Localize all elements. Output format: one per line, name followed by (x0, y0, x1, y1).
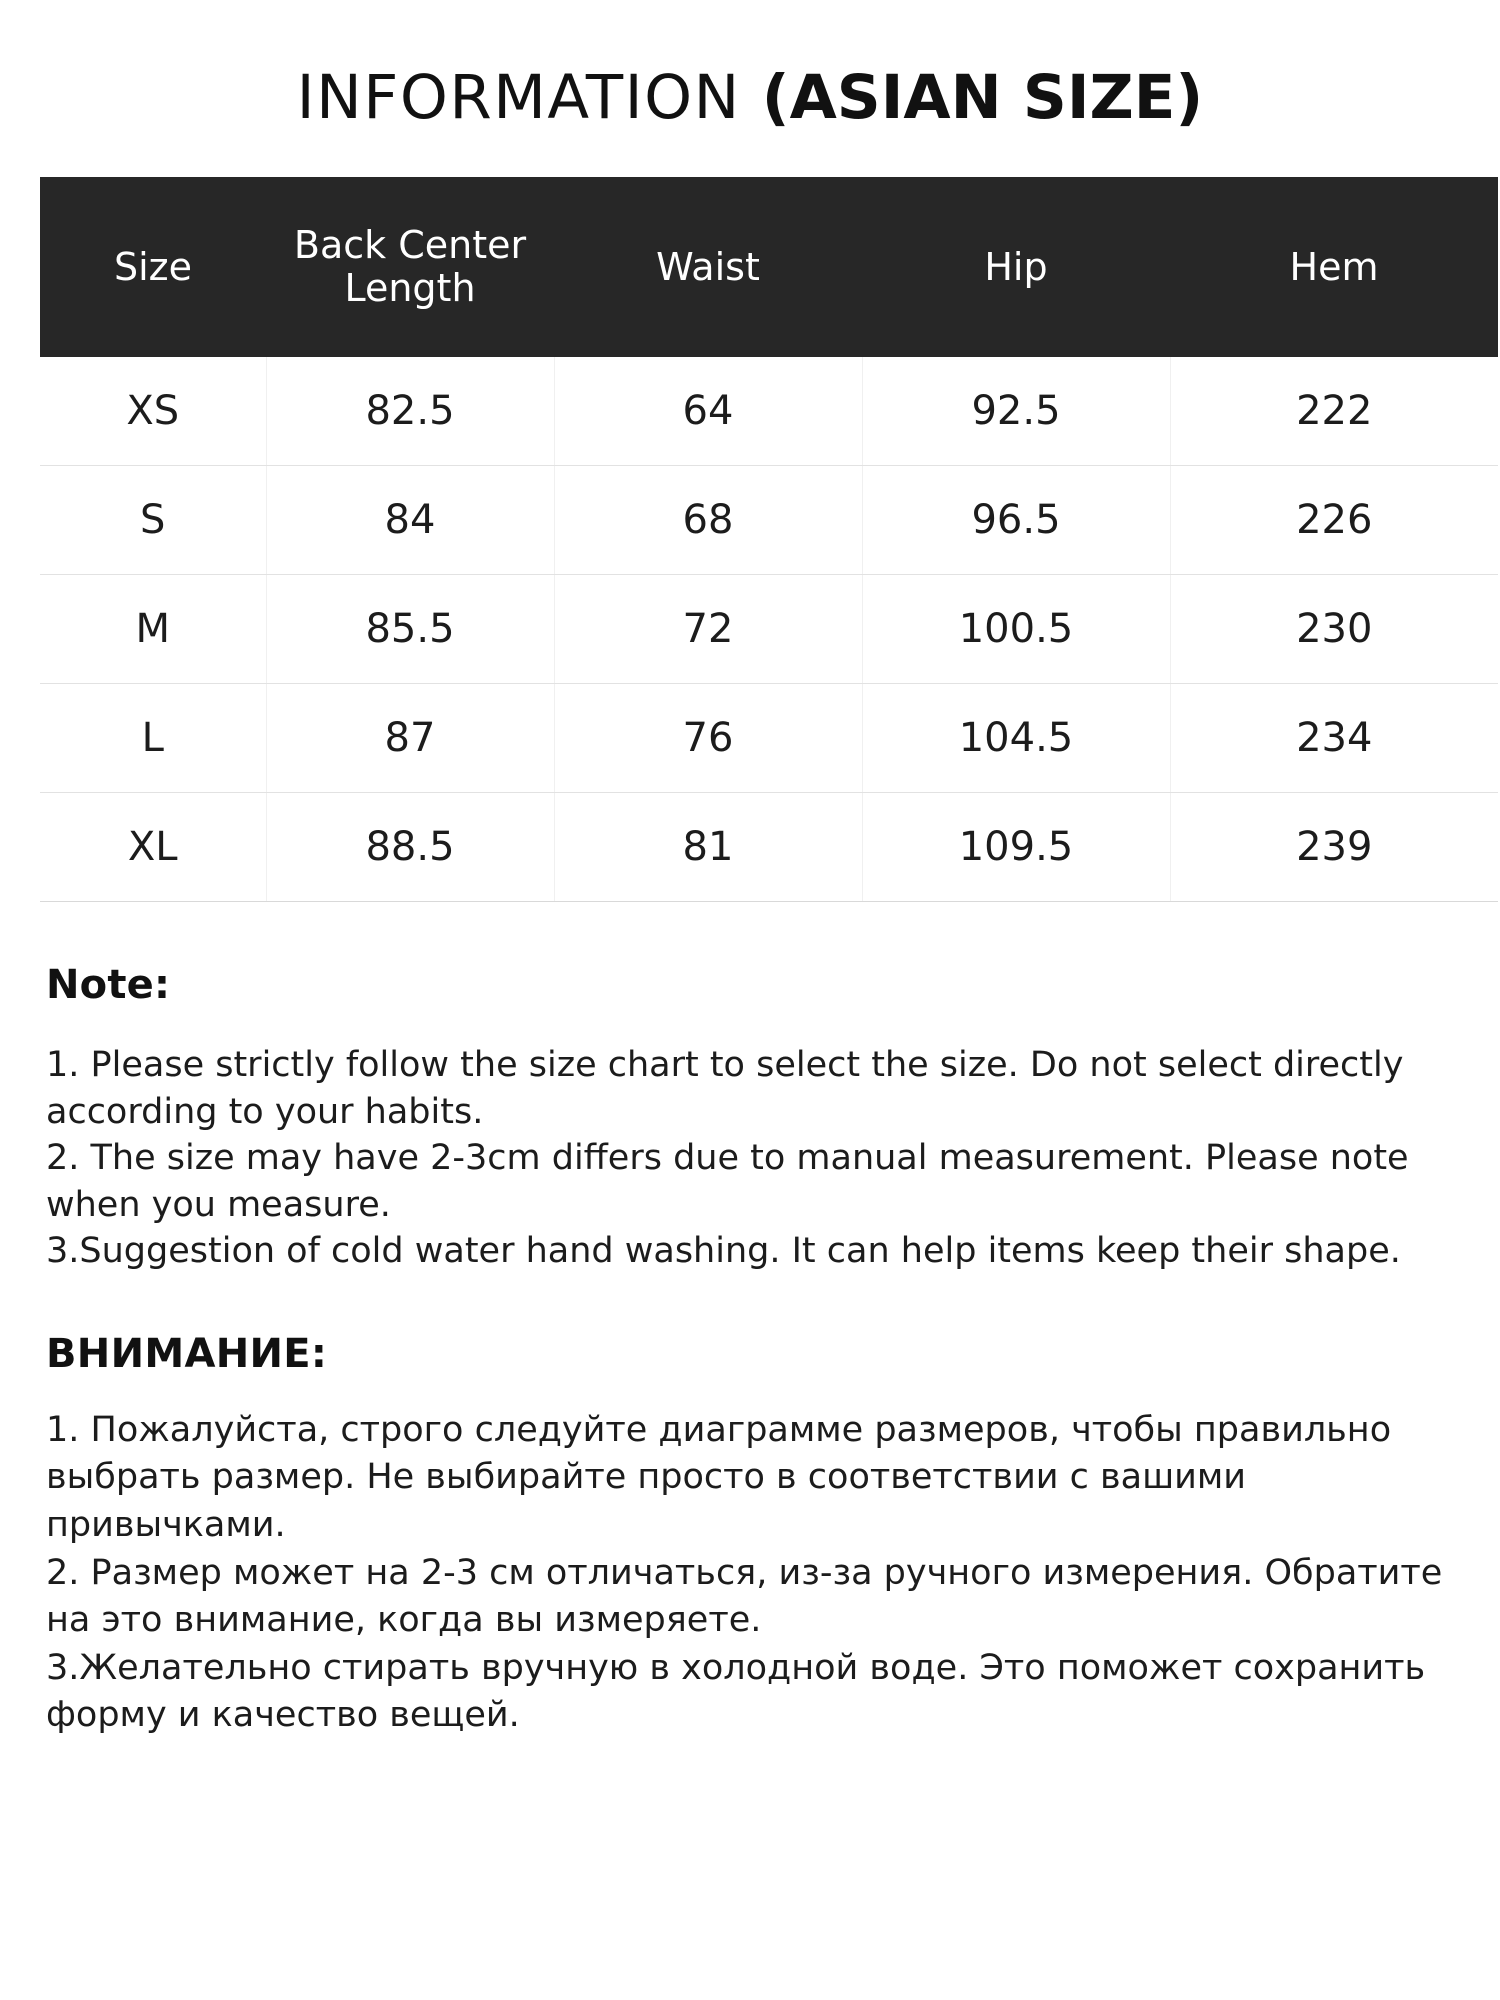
notes-section (40, 962, 1460, 1740)
note-en-1: 1. Please strictly follow the size chart to select the size. Do not select directly according to your habits. (46, 1045, 1404, 1132)
notes-body-en (46, 1042, 1454, 1275)
size-table-header (40, 177, 1498, 357)
page-title-main: INFORMATION (296, 62, 762, 133)
cell-hem: 226 (1170, 466, 1498, 575)
cell-waist: 64 (554, 357, 862, 466)
cell-hip: 109.5 (862, 793, 1170, 902)
cell-waist: 72 (554, 575, 862, 684)
cell-hip: 104.5 (862, 684, 1170, 793)
table-row (40, 793, 1498, 902)
column-header-back-center-length (266, 177, 554, 357)
note-ru-2: 2. Размер может на 2-3 см отличаться, из-за ручного измерения. Обратите на это внимание, когда вы измеряете. (46, 1552, 1443, 1641)
column-header-back-center-length-line1: Back Center (293, 223, 527, 268)
cell-back-center-length: 84 (266, 466, 554, 575)
cell-size: S (40, 466, 266, 575)
cell-hem: 239 (1170, 793, 1498, 902)
column-header-waist: Waist (554, 177, 862, 357)
cell-size: XL (40, 793, 266, 902)
cell-back-center-length: 88.5 (266, 793, 554, 902)
cell-size: L (40, 684, 266, 793)
notes-heading-ru: ВНИМАНИЕ: (46, 1330, 328, 1377)
cell-waist: 81 (554, 793, 862, 902)
column-header-hem: Hem (1170, 177, 1498, 357)
size-table-body (40, 357, 1498, 902)
cell-back-center-length: 87 (266, 684, 554, 793)
page-title (40, 0, 1460, 159)
column-header-size: Size (40, 177, 266, 357)
cell-size: M (40, 575, 266, 684)
size-table-container (40, 177, 1460, 902)
cell-hem: 234 (1170, 684, 1498, 793)
cell-hip: 100.5 (862, 575, 1170, 684)
page-title-text (297, 62, 1204, 133)
size-table (40, 177, 1498, 902)
cell-hem: 222 (1170, 357, 1498, 466)
note-ru-1: 1. Пожалуйста, строго следуйте диаграмме размеров, чтобы правильно выбрать размер. Не выбирайте просто в соответствии с вашими привычками. (46, 1409, 1392, 1545)
notes-divider-space (46, 1275, 1454, 1331)
page-title-emphasis: (ASIAN SIZE) (761, 62, 1204, 133)
table-row (40, 466, 1498, 575)
notes-body-ru (46, 1407, 1454, 1740)
note-en-3: 3.Suggestion of cold water hand washing. It can help items keep their shape. (46, 1231, 1401, 1272)
table-row (40, 575, 1498, 684)
column-header-back-center-length-line2: Length (344, 266, 476, 310)
table-header-row (40, 177, 1498, 357)
notes-heading-en: Note: (46, 962, 171, 1008)
note-en-2: 2. The size may have 2-3cm differs due to manual measurement. Please note when you measure. (46, 1138, 1409, 1225)
cell-back-center-length: 82.5 (266, 357, 554, 466)
cell-hip: 96.5 (862, 466, 1170, 575)
cell-size: XS (40, 357, 266, 466)
note-ru-3: 3.Желательно стирать вручную в холодной воде. Это поможет сохранить форму и качество вещей. (46, 1647, 1426, 1736)
table-row (40, 684, 1498, 793)
column-header-hip: Hip (862, 177, 1170, 357)
cell-hip: 92.5 (862, 357, 1170, 466)
cell-waist: 68 (554, 466, 862, 575)
cell-waist: 76 (554, 684, 862, 793)
table-row (40, 357, 1498, 466)
cell-back-center-length: 85.5 (266, 575, 554, 684)
cell-hem: 230 (1170, 575, 1498, 684)
